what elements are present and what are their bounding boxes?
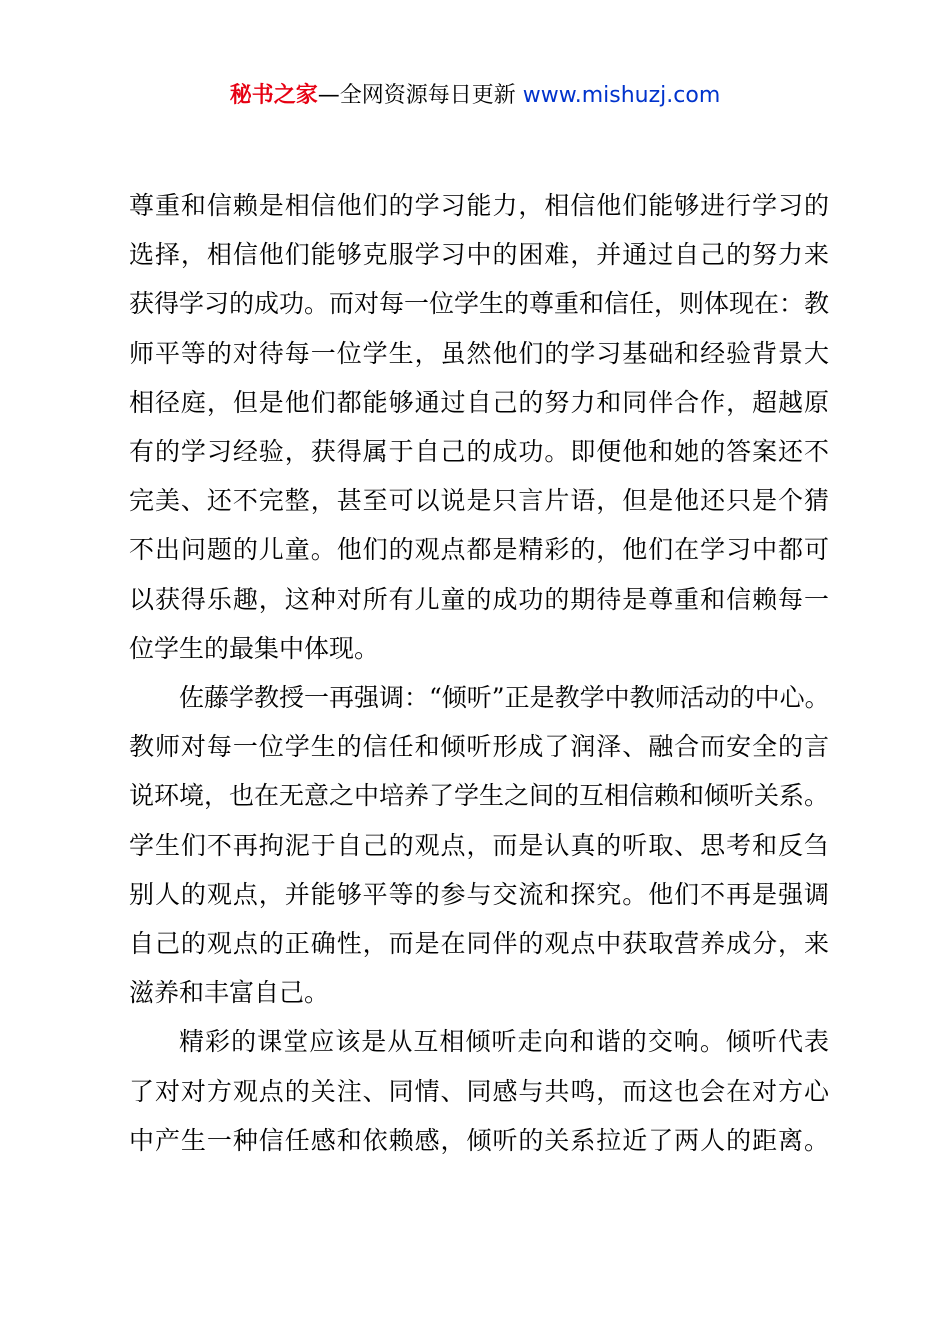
text-line: 滋养和丰富自己。 [129,978,330,1008]
text-line: 尊重和信赖是相信他们的学习能力，相信他们能够进行学习的 [129,191,829,220]
paragraph-2 [129,673,829,1017]
text-line: 不出问题的儿童。他们的观点都是精彩的，他们在学习中都可 [129,535,829,565]
text-line: 说环境，也在无意之中培养了学生之间的互相信赖和倾听关系。 [129,781,830,811]
site-url[interactable]: www.mishuzj.com [522,83,721,108]
text-line: 位学生的最集中体现。 [129,633,380,663]
text-line: 选择，相信他们能够克服学习中的困难，并通过自己的努力来 [129,240,829,270]
text-line: 教师对每一位学生的信任和倾听形成了润泽、融合而安全的言 [129,732,829,762]
brand-name: 秘书之家 [229,83,318,108]
text-line: 获得学习的成功。而对每一位学生的尊重和信任，则体现在：教 [129,289,830,319]
text-line: 中产生一种信任感和依赖感，倾听的关系拉近了两人的距离。 [129,1125,829,1155]
document-body [129,181,829,1165]
header-tagline: —全网资源每日更新 [317,83,523,108]
text-line: 了对对方观点的关注、同情、同感与共鸣，而这也会在对方心 [129,1076,829,1106]
text-line: 相径庭，但是他们都能够通过自己的努力和同伴合作，超越原 [129,387,829,417]
text-line: 师平等的对待每一位学生，虽然他们的学习基础和经验背景大 [129,338,829,368]
paragraph-3 [129,1017,829,1165]
text-line: 佐藤学教授一再强调：“倾听”正是教学中教师活动的中心。 [179,683,830,713]
text-line: 有的学习经验，获得属于自己的成功。即便他和她的答案还不 [129,437,829,467]
page-header [0,79,950,113]
text-line: 自己的观点的正确性，而是在同伴的观点中获取营养成分，来 [129,929,829,959]
text-line: 学生们不再拘泥于自己的观点，而是认真的听取、思考和反刍 [129,830,829,860]
text-line: 完美、还不完整，甚至可以说是只言片语，但是他还只是个猜 [129,486,829,516]
text-line: 精彩的课堂应该是从互相倾听走向和谐的交响。倾听代表 [179,1027,829,1057]
text-line: 以获得乐趣，这种对所有儿童的成功的期待是尊重和信赖每一 [129,584,829,614]
text-line: 别人的观点，并能够平等的参与交流和探究。他们不再是强调 [129,879,829,909]
paragraph-1 [129,181,829,673]
